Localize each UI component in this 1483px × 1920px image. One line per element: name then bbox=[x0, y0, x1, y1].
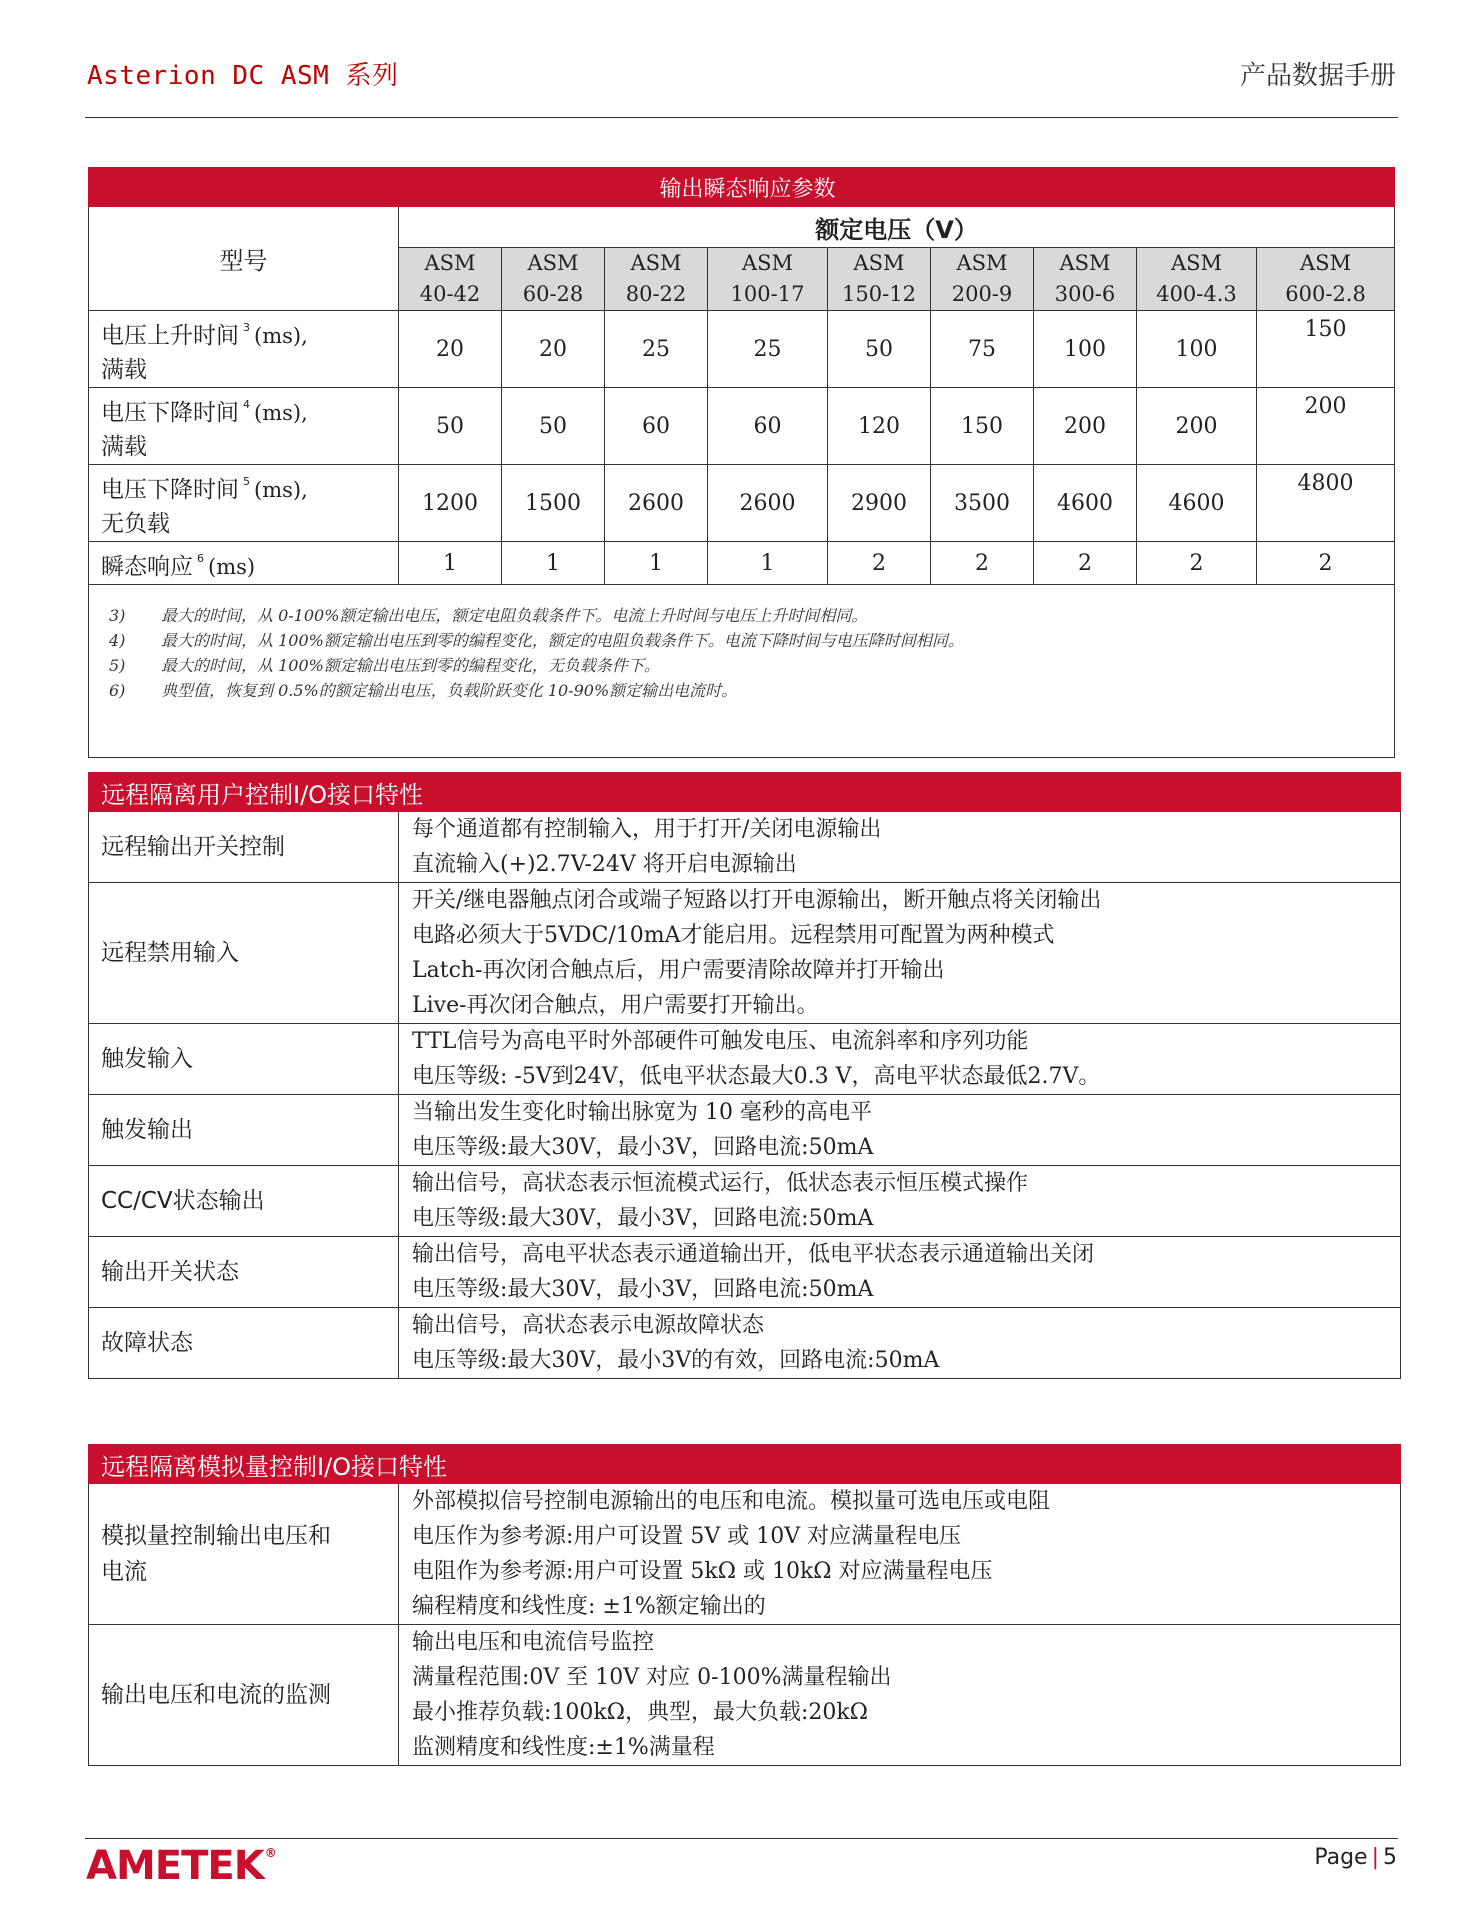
table-row bbox=[89, 883, 1401, 1024]
model-column-header bbox=[931, 248, 1034, 311]
description-line: 电压作为参考源:用户可设置 5V 或 10V 对应满量程电压 bbox=[412, 1524, 962, 1549]
io-description bbox=[399, 1308, 1401, 1379]
value-cell: 50 bbox=[502, 388, 605, 465]
table-row bbox=[89, 465, 1395, 542]
row-label bbox=[89, 465, 399, 542]
value-cell: 4800 bbox=[1257, 465, 1395, 542]
description-line: 最小推荐负载:100kΩ，典型，最大负载:20kΩ bbox=[412, 1700, 868, 1725]
value-cell: 120 bbox=[828, 388, 931, 465]
table-row bbox=[89, 1095, 1401, 1166]
model-column-header bbox=[828, 248, 931, 311]
row-label bbox=[89, 311, 399, 388]
model-column-header bbox=[1137, 248, 1257, 311]
description-line: 当输出发生变化时输出脉宽为 10 毫秒的高电平 bbox=[412, 1100, 872, 1125]
value-cell: 25 bbox=[708, 311, 828, 388]
value-cell: 2600 bbox=[605, 465, 708, 542]
io-description bbox=[399, 812, 1401, 883]
io-label: CC/CV状态输出 bbox=[89, 1166, 399, 1237]
model-prefix: ASM bbox=[1300, 251, 1352, 275]
description-line: Latch-再次闭合触点后，用户需要清除故障并打开输出 bbox=[412, 958, 945, 983]
row-label-text: 电压上升时间 bbox=[101, 323, 239, 349]
description-line: 开关/继电器触点闭合或端子短路以打开电源输出，断开触点将关闭输出 bbox=[412, 888, 1102, 913]
description-line: 电压等级: -5V到24V，低电平状态最大0.3 V，高电平状态最低2.7V。 bbox=[412, 1064, 1101, 1089]
value-cell: 100 bbox=[1137, 311, 1257, 388]
table-row bbox=[89, 812, 1401, 883]
description-line: 编程精度和线性度: ±1%额定输出的 bbox=[412, 1594, 766, 1619]
model-rating: 400-4.3 bbox=[1156, 282, 1237, 306]
value-cell: 25 bbox=[605, 311, 708, 388]
table-row bbox=[89, 1237, 1401, 1308]
transient-response-table bbox=[88, 167, 1395, 758]
description-line: Live-再次闭合触点，用户需要打开输出。 bbox=[412, 993, 819, 1018]
row-unit: (ms), bbox=[254, 324, 308, 348]
value-cell: 150 bbox=[1257, 311, 1395, 388]
description-line: 电路必须大于5VDC/10mA才能启用。远程禁用可配置为两种模式 bbox=[412, 923, 1055, 948]
table-row bbox=[89, 1024, 1401, 1095]
io-label: 触发输入 bbox=[89, 1024, 399, 1095]
footnote bbox=[109, 603, 1394, 628]
io-description bbox=[399, 883, 1401, 1024]
row-unit: (ms) bbox=[208, 555, 256, 579]
value-cell: 2600 bbox=[708, 465, 828, 542]
footnote-ref: 5 bbox=[243, 475, 250, 488]
model-column-header bbox=[502, 248, 605, 311]
value-cell: 2 bbox=[1137, 542, 1257, 585]
value-cell: 150 bbox=[931, 388, 1034, 465]
io-label-line: 模拟量控制输出电压和 bbox=[101, 1523, 331, 1549]
row-label-condition: 无负载 bbox=[101, 511, 170, 537]
description-line: 输出信号，高状态表示电源故障状态 bbox=[412, 1313, 765, 1338]
row-label-line bbox=[101, 388, 398, 430]
footnote-text: 最大的时间，从 100%额定输出电压到零的编程变化，额定的电阻负载条件下。电流下降时间与电压降时间相同。 bbox=[161, 631, 964, 650]
model-column-header bbox=[605, 248, 708, 311]
ametek-logo: AMETEK® bbox=[86, 1843, 276, 1889]
io-label-line: 输出电压和电流的监测 bbox=[101, 1682, 331, 1708]
document-type: 产品数据手册 bbox=[1239, 61, 1396, 91]
io-label bbox=[89, 1484, 399, 1625]
row-label bbox=[89, 388, 399, 465]
footnote-number: 4) bbox=[109, 631, 126, 650]
row-label bbox=[89, 542, 399, 585]
description-line: 电压等级:最大30V，最小3V，回路电流:50mA bbox=[412, 1135, 874, 1160]
value-cell: 1 bbox=[708, 542, 828, 585]
footnote-number: 6) bbox=[109, 681, 126, 700]
table-row bbox=[89, 1308, 1401, 1379]
page-number: Page | 5 bbox=[1314, 1845, 1397, 1870]
description-line: TTL信号为高电平时外部硬件可触发电压、电流斜率和序列功能 bbox=[412, 1029, 1029, 1054]
header-divider bbox=[85, 117, 1398, 118]
rated-voltage-header: 额定电压（V） bbox=[399, 207, 1395, 248]
model-prefix: ASM bbox=[424, 251, 476, 275]
value-cell: 1 bbox=[399, 542, 502, 585]
value-cell: 3500 bbox=[931, 465, 1034, 542]
user-io-table bbox=[88, 772, 1401, 1379]
model-column-header bbox=[1257, 248, 1395, 311]
table-row bbox=[89, 1484, 1401, 1625]
user-io-table-title: 远程隔离用户控制I/O接口特性 bbox=[89, 773, 1401, 812]
value-cell: 2900 bbox=[828, 465, 931, 542]
value-cell: 1 bbox=[502, 542, 605, 585]
value-cell: 20 bbox=[502, 311, 605, 388]
description-line: 监测精度和线性度:±1%满量程 bbox=[412, 1735, 715, 1760]
io-description bbox=[399, 1237, 1401, 1308]
table-row bbox=[89, 1625, 1401, 1766]
model-rating: 600-2.8 bbox=[1285, 282, 1366, 306]
model-rating: 200-9 bbox=[951, 282, 1013, 306]
model-rating: 40-42 bbox=[419, 282, 481, 306]
model-rating: 100-17 bbox=[730, 282, 805, 306]
footnote-ref: 3 bbox=[243, 321, 250, 334]
value-cell: 60 bbox=[605, 388, 708, 465]
row-label-line bbox=[101, 542, 398, 584]
model-column-header bbox=[399, 248, 502, 311]
model-prefix: ASM bbox=[1170, 251, 1223, 275]
row-label-text: 电压下降时间 bbox=[101, 477, 239, 503]
io-label: 远程输出开关控制 bbox=[89, 812, 399, 883]
model-rating: 150-12 bbox=[842, 282, 916, 306]
io-description bbox=[399, 1625, 1401, 1766]
transient-table-title: 输出瞬态响应参数 bbox=[89, 168, 1395, 207]
io-label: 触发输出 bbox=[89, 1095, 399, 1166]
document-series-title: Asterion DC ASM 系列 bbox=[87, 61, 399, 91]
table-row bbox=[89, 311, 1395, 388]
model-prefix: ASM bbox=[1059, 251, 1111, 275]
io-label: 输出开关状态 bbox=[89, 1237, 399, 1308]
value-cell: 1 bbox=[605, 542, 708, 585]
io-label: 远程禁用输入 bbox=[89, 883, 399, 1024]
model-header: 型号 bbox=[89, 207, 399, 311]
value-cell: 4600 bbox=[1034, 465, 1137, 542]
footnote bbox=[109, 678, 1394, 703]
footnote-ref: 4 bbox=[243, 398, 250, 411]
model-prefix: ASM bbox=[630, 251, 682, 275]
value-cell: 1500 bbox=[502, 465, 605, 542]
table-row bbox=[89, 1166, 1401, 1237]
description-line: 电压等级:最大30V，最小3V，回路电流:50mA bbox=[412, 1206, 874, 1231]
description-line: 输出信号，高电平状态表示通道输出开，低电平状态表示通道输出关闭 bbox=[412, 1242, 1095, 1267]
analog-io-table-title: 远程隔离模拟量控制I/O接口特性 bbox=[89, 1445, 1401, 1484]
notes-row bbox=[89, 585, 1395, 758]
row-label-line bbox=[101, 465, 398, 507]
io-label: 故障状态 bbox=[89, 1308, 399, 1379]
value-cell: 200 bbox=[1257, 388, 1395, 465]
row-unit: (ms), bbox=[254, 401, 308, 425]
value-cell: 2 bbox=[828, 542, 931, 585]
io-description bbox=[399, 1095, 1401, 1166]
io-description bbox=[399, 1166, 1401, 1237]
model-prefix: ASM bbox=[956, 251, 1008, 275]
footnote-text: 典型值，恢复到 0.5%的额定输出电压，负载阶跃变化 10-90%额定输出电流时。 bbox=[161, 681, 738, 700]
model-rating: 60-28 bbox=[522, 282, 584, 306]
value-cell: 4600 bbox=[1137, 465, 1257, 542]
io-description bbox=[399, 1024, 1401, 1095]
footnote bbox=[109, 628, 1394, 653]
model-prefix: ASM bbox=[527, 251, 579, 275]
model-prefix: ASM bbox=[741, 251, 794, 275]
table-row bbox=[89, 388, 1395, 465]
footnote-text: 最大的时间，从 100%额定输出电压到零的编程变化，无负载条件下。 bbox=[161, 656, 660, 675]
value-cell: 200 bbox=[1034, 388, 1137, 465]
value-cell: 20 bbox=[399, 311, 502, 388]
value-cell: 75 bbox=[931, 311, 1034, 388]
value-cell: 50 bbox=[828, 311, 931, 388]
row-label-condition: 满载 bbox=[101, 357, 147, 383]
footer-divider bbox=[85, 1838, 1398, 1839]
description-line: 外部模拟信号控制电源输出的电压和电流。模拟量可选电压或电阻 bbox=[412, 1489, 1051, 1514]
io-label bbox=[89, 1625, 399, 1766]
footnote-number: 5) bbox=[109, 656, 126, 675]
footnote-number: 3) bbox=[109, 606, 126, 625]
description-line: 满量程范围:0V 至 10V 对应 0-100%满量程输出 bbox=[412, 1665, 892, 1690]
value-cell: 100 bbox=[1034, 311, 1137, 388]
row-unit: (ms), bbox=[254, 478, 308, 502]
value-cell: 2 bbox=[931, 542, 1034, 585]
row-label-line bbox=[101, 311, 398, 353]
description-line: 电压等级:最大30V，最小3V，回路电流:50mA bbox=[412, 1277, 874, 1302]
footnotes-cell bbox=[89, 585, 1395, 758]
value-cell: 1200 bbox=[399, 465, 502, 542]
value-cell: 60 bbox=[708, 388, 828, 465]
io-label-line: 电流 bbox=[101, 1559, 147, 1585]
model-prefix: ASM bbox=[853, 251, 905, 275]
description-line: 电压等级:最大30V，最小3V的有效，回路电流:50mA bbox=[412, 1348, 940, 1373]
value-cell: 2 bbox=[1034, 542, 1137, 585]
table-row bbox=[89, 542, 1395, 585]
description-line: 输出电压和电流信号监控 bbox=[412, 1630, 655, 1655]
model-column-header bbox=[1034, 248, 1137, 311]
model-rating: 80-22 bbox=[625, 282, 687, 306]
row-label-text: 瞬态响应 bbox=[101, 554, 193, 580]
description-line: 每个通道都有控制输入，用于打开/关闭电源输出 bbox=[412, 817, 882, 842]
description-line: 直流输入(+)2.7V-24V 将开启电源输出 bbox=[412, 852, 797, 877]
footnote-text: 最大的时间，从 0-100%额定输出电压，额定电阻负载条件下。电流上升时间与电压上升时间相同。 bbox=[161, 606, 868, 625]
value-cell: 2 bbox=[1257, 542, 1395, 585]
footnote bbox=[109, 653, 1394, 678]
footnote-ref: 6 bbox=[197, 552, 204, 565]
row-label-condition: 满载 bbox=[101, 434, 147, 460]
analog-io-table bbox=[88, 1444, 1401, 1766]
description-line: 电阻作为参考源:用户可设置 5kΩ 或 10kΩ 对应满量程电压 bbox=[412, 1559, 993, 1584]
value-cell: 50 bbox=[399, 388, 502, 465]
model-column-header bbox=[708, 248, 828, 311]
row-label-text: 电压下降时间 bbox=[101, 400, 239, 426]
model-rating: 300-6 bbox=[1054, 282, 1116, 306]
io-description bbox=[399, 1484, 1401, 1625]
description-line: 输出信号，高状态表示恒流模式运行，低状态表示恒压模式操作 bbox=[412, 1171, 1029, 1196]
value-cell: 200 bbox=[1137, 388, 1257, 465]
